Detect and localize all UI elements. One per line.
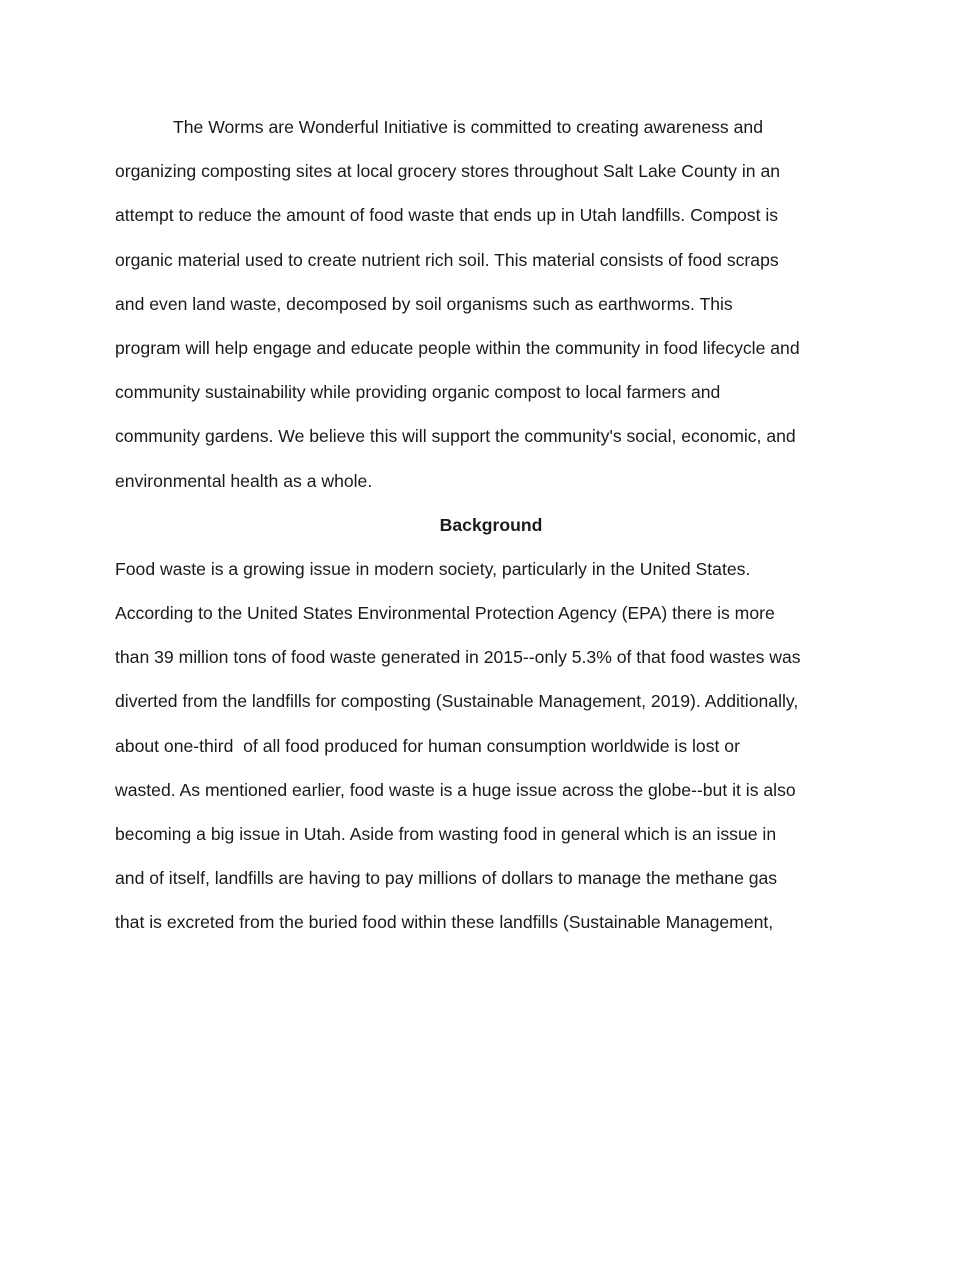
intro-line: attempt to reduce the amount of food waste that ends up in Utah landfills. Compost is <box>115 205 779 226</box>
intro-line: organizing composting sites at local grocery stores throughout Salt Lake County in an <box>115 161 781 182</box>
background-paragraph <box>115 551 867 949</box>
background-line: becoming a big issue in Utah. Aside from wasting food in general which is an issue in <box>115 824 777 844</box>
background-line: than 39 million tons of food waste generated in 2015--only 5.3% of that food wastes was <box>115 647 801 668</box>
background-line: wasted. As mentioned earlier, food waste is a huge issue across the globe--but it is also <box>115 779 796 800</box>
background-line: According to the United States Environmental Protection Agency (EPA) there is more <box>115 603 775 624</box>
intro-line: community sustainability while providing organic compost to local farmers and <box>115 382 721 403</box>
document-body <box>115 109 867 949</box>
intro-line: and even land waste, decomposed by soil organisms such as earthworms. This <box>115 293 733 314</box>
intro-line: organic material used to create nutrient rich soil. This material consists of food scraps <box>115 249 779 270</box>
intro-line: The Worms are Wonderful Initiative is committed to creating awareness and <box>173 117 763 137</box>
background-line: Food waste is a growing issue in modern society, particularly in the United States. <box>115 558 751 579</box>
intro-paragraph <box>115 109 867 507</box>
background-line: that is excreted from the buried food within these landfills (Sustainable Management, <box>115 912 774 933</box>
intro-line: program will help engage and educate people within the community in food lifecycle and <box>115 337 800 358</box>
intro-line: community gardens. We believe this will support the community's social, economic, and <box>115 426 796 447</box>
section-heading-background: Background <box>439 514 543 535</box>
intro-line: environmental health as a whole. <box>115 470 373 491</box>
background-line: about one-third of all food produced for human consumption worldwide is lost or <box>115 735 740 756</box>
background-line: and of itself, landfills are having to pay millions of dollars to manage the methane gas <box>115 868 778 889</box>
background-line: diverted from the landfills for composting (Sustainable Management, 2019). Additionally, <box>115 691 799 712</box>
